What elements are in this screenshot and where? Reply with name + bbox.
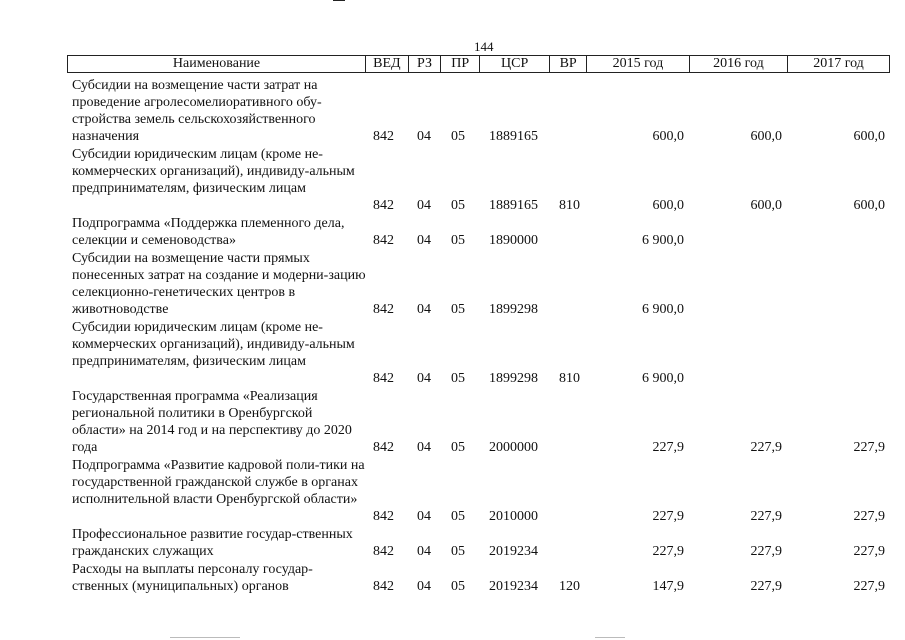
row-ved: 842 — [373, 129, 394, 144]
row-2017: 600,0 — [853, 129, 885, 144]
scan-mark — [170, 637, 240, 638]
row-pr: 05 — [451, 233, 465, 248]
row-name: Подпрограмма «Развитие кадровой поли-тики на государственной гражданской службе в органах исполнительной власти Оренбургской области» — [72, 458, 365, 507]
row-pr: 05 — [451, 129, 465, 144]
header-2017: 2017 год — [813, 56, 864, 71]
header-name: Наименование — [68, 56, 366, 72]
table-row — [67, 561, 890, 595]
row-vr: 810 — [559, 198, 580, 213]
row-csr: 1889165 — [489, 198, 538, 213]
row-rz: 04 — [417, 544, 431, 559]
row-ved: 842 — [373, 198, 394, 213]
table-header — [67, 55, 890, 73]
table-row — [67, 319, 890, 387]
row-name: Профессиональное развитие государ-ственных гражданских служащих — [72, 527, 353, 559]
row-name: Субсидии на возмещение части затрат на проведение агролесомелиоративного обу-стройства земель сельскохозяйственного назначения — [72, 78, 322, 144]
header-2015: 2015 год — [587, 56, 690, 72]
row-rz: 04 — [417, 233, 431, 248]
row-csr: 2019234 — [489, 579, 538, 594]
row-2015: 147,9 — [652, 579, 684, 594]
row-csr: 2010000 — [489, 509, 538, 524]
row-2015: 6 900,0 — [642, 233, 684, 248]
row-2015: 227,9 — [652, 509, 684, 524]
row-pr: 05 — [451, 509, 465, 524]
row-name: Субсидии на возмещение части прямых понесенных затрат на создание и модерни-зацию селекционно-генетических центров в животноводстве — [72, 251, 366, 317]
table-row — [67, 526, 890, 560]
header-ved: ВЕД — [366, 56, 409, 72]
row-rz: 04 — [417, 198, 431, 213]
row-2015: 6 900,0 — [642, 302, 684, 317]
row-csr: 2019234 — [489, 544, 538, 559]
row-vr: 810 — [559, 371, 580, 386]
row-ved: 842 — [373, 509, 394, 524]
row-csr: 1890000 — [489, 233, 538, 248]
row-2016: 227,9 — [750, 579, 782, 594]
row-vr: 120 — [559, 579, 580, 594]
header-vr: ВР — [550, 56, 587, 72]
row-pr: 05 — [451, 440, 465, 455]
row-rz: 04 — [417, 509, 431, 524]
header-rz: РЗ — [409, 56, 442, 72]
row-ved: 842 — [373, 371, 394, 386]
row-name: Подпрограмма «Поддержка племенного дела, селекции и семеноводства» — [72, 216, 345, 248]
row-rz: 04 — [417, 302, 431, 317]
row-csr: 2000000 — [489, 440, 538, 455]
row-name: Расходы на выплаты персоналу государ-ственных (муниципальных) органов — [72, 562, 313, 594]
row-rz: 04 — [417, 371, 431, 386]
row-2015: 6 900,0 — [642, 371, 684, 386]
row-2016: 227,9 — [750, 440, 782, 455]
row-2017: 600,0 — [853, 198, 885, 213]
row-csr: 1889165 — [489, 129, 538, 144]
table-row — [67, 146, 890, 214]
row-pr: 05 — [451, 302, 465, 317]
row-2015: 227,9 — [652, 440, 684, 455]
row-2015: 600,0 — [652, 129, 684, 144]
row-2017: 227,9 — [853, 579, 885, 594]
row-csr: 1899298 — [489, 302, 538, 317]
row-ved: 842 — [373, 233, 394, 248]
row-ved: 842 — [373, 302, 394, 317]
header-pr: ПР — [441, 56, 480, 72]
page-number: 144 — [474, 39, 494, 54]
row-2016: 227,9 — [750, 544, 782, 559]
row-2015: 227,9 — [652, 544, 684, 559]
row-2016: 600,0 — [750, 198, 782, 213]
row-csr: 1899298 — [489, 371, 538, 386]
row-2017: 227,9 — [853, 440, 885, 455]
header-2016: 2016 год — [690, 56, 788, 72]
row-2015: 600,0 — [652, 198, 684, 213]
table-row — [67, 215, 890, 249]
row-name: Субсидии юридическим лицам (кроме не-коммерческих организаций), индивиду-альным предпринимателям, физическим лицам — [72, 147, 355, 196]
row-pr: 05 — [451, 544, 465, 559]
row-pr: 05 — [451, 579, 465, 594]
row-pr: 05 — [451, 371, 465, 386]
row-name: Государственная программа «Реализация региональной политики в Оренбургской области» на 2014 год и на перспективу до 2020 года — [72, 389, 352, 455]
scan-mark — [595, 637, 625, 638]
table-row — [67, 77, 890, 145]
row-2017: 227,9 — [853, 509, 885, 524]
row-pr: 05 — [451, 198, 465, 213]
row-2016: 227,9 — [750, 509, 782, 524]
table-row — [67, 250, 890, 318]
row-2016: 600,0 — [750, 129, 782, 144]
row-2017: 227,9 — [853, 544, 885, 559]
header-csr: ЦСР — [480, 56, 550, 72]
scan-mark — [333, 0, 345, 1]
row-rz: 04 — [417, 440, 431, 455]
row-ved: 842 — [373, 440, 394, 455]
table-row — [67, 388, 890, 456]
table-row — [67, 457, 890, 525]
row-ved: 842 — [373, 579, 394, 594]
row-ved: 842 — [373, 544, 394, 559]
row-name: Субсидии юридическим лицам (кроме не-коммерческих организаций), индивиду-альным предпринимателям, физическим лицам — [72, 320, 355, 369]
row-rz: 04 — [417, 129, 431, 144]
row-rz: 04 — [417, 579, 431, 594]
